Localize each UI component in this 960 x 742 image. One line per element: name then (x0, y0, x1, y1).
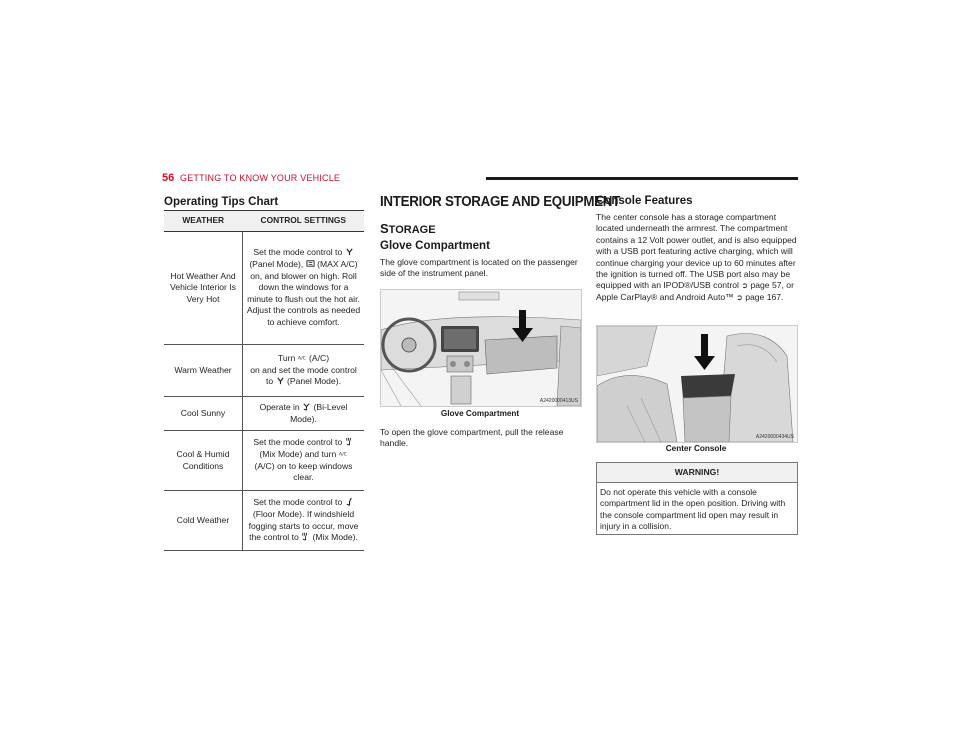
page-number: 56 (162, 172, 175, 184)
console-figure-caption: Center Console (665, 444, 727, 453)
control-text: Set the mode control to (253, 247, 343, 258)
control-cell (243, 491, 365, 551)
console-heading: Console Features (596, 195, 693, 207)
operating-tips-heading: Operating Tips Chart (164, 196, 279, 208)
mix-mode-icon (301, 532, 310, 541)
table-header-row (164, 211, 364, 232)
console-text (596, 212, 800, 303)
weather-cell: Hot Weather And Vehicle Interior Is Very Hot (164, 232, 243, 345)
col-header-control: CONTROL SETTINGS (243, 211, 365, 232)
panel-mode-icon (345, 247, 354, 256)
control-cell (243, 431, 365, 491)
control-text: Turn (277, 353, 296, 364)
weather-cell: Cool Sunny (164, 397, 243, 431)
svg-text:A/C: A/C (297, 356, 306, 362)
control-text: (Panel Mode), (249, 259, 304, 270)
table-row (164, 397, 364, 431)
section-title: GETTING TO KNOW YOUR VEHICLE (180, 173, 341, 183)
table-row (164, 431, 364, 491)
control-text: (A/C) (309, 353, 330, 364)
storage-heading (380, 221, 436, 236)
figure-code: A2420000434US (755, 434, 794, 440)
storage-rest: TORAGE (388, 224, 436, 236)
storage-cap: S (380, 221, 389, 236)
control-text: Operate in (259, 401, 300, 412)
control-text: Set the mode control to (253, 437, 343, 448)
center-console-illustration (597, 326, 797, 442)
control-text: (Panel Mode). (286, 376, 341, 387)
xref-arrow-icon: ➲ (741, 281, 749, 291)
glove-compartment-figure (380, 289, 582, 407)
warning-text: Do not operate this vehicle with a console compartment lid in the open position. Driving with the console compartment lid open may result in injury in a collision. (600, 487, 786, 532)
weather-cell: Cool & Humid Conditions (164, 431, 243, 491)
control-text: (Mix Mode). (312, 532, 358, 543)
xref-arrow-icon: ➲ (736, 292, 743, 302)
weather-cell: Warm Weather (164, 345, 243, 397)
control-text: (Bi-Level Mode). (290, 401, 348, 424)
console-text-a: The center console has a storage compartment located underneath the armrest. The compartment contains a 12 Volt power outlet, and is also equipped with a USB port featuring active charging, which will continue charging your device up to 60 minutes after the ignition is turned off. The USB port also may be equipped with an IPOD®/USB control (596, 212, 797, 291)
header-rule (486, 177, 798, 180)
ac-icon (339, 449, 348, 458)
page-header (162, 172, 798, 186)
control-text: Set the mode control to (253, 497, 343, 508)
control-text: (MAX A/C) on, and blower on high. Roll down the windows for a minute to flush out the hot air. Adjust the controls as needed to achieve comfort. (246, 259, 361, 327)
main-title: INTERIOR STORAGE AND EQUIPMENT (380, 194, 621, 210)
bilevel-mode-icon (302, 402, 311, 411)
control-cell (243, 232, 365, 345)
glove-figure-caption: Glove Compartment (440, 409, 520, 418)
control-cell (243, 397, 365, 431)
control-cell (243, 345, 365, 397)
glove-heading: Glove Compartment (380, 240, 490, 252)
open-glove-text: To open the glove compartment, pull the release handle. (380, 427, 564, 449)
console-text-c: . (781, 291, 784, 302)
ac-icon (298, 353, 307, 362)
console-text-b: , or Apple CarPlay® and Android Auto™ (596, 280, 794, 302)
center-console-figure (596, 325, 798, 443)
control-text: (Floor Mode). If windshield fogging starts to occur, move the control to (248, 508, 359, 543)
glove-compartment-illustration (381, 290, 581, 406)
glove-text: The glove compartment is located on the passenger side of the instrument panel. (380, 257, 578, 279)
control-text: (Mix Mode) and turn (259, 448, 337, 459)
figure-code: A2420000413US (539, 398, 578, 404)
warning-box (596, 462, 798, 535)
operating-tips-table (164, 210, 364, 551)
svg-text:A/C: A/C (338, 452, 347, 458)
control-text: on and set the mode control to (250, 364, 357, 387)
col-header-weather: WEATHER (164, 211, 243, 232)
table-row (164, 232, 364, 345)
warning-title: WARNING! (597, 463, 797, 483)
xref-page-167[interactable]: page 167 (745, 291, 782, 302)
mix-mode-icon (345, 437, 354, 446)
table-row (164, 345, 364, 397)
xref-page-57[interactable]: page 57 (750, 280, 782, 291)
control-text: (A/C) on to keep windows clear. (254, 460, 353, 483)
panel-mode-icon (276, 376, 285, 385)
max-ac-icon (306, 259, 315, 268)
table-row (164, 491, 364, 551)
floor-mode-icon (345, 497, 354, 506)
weather-cell: Cold Weather (164, 491, 243, 551)
